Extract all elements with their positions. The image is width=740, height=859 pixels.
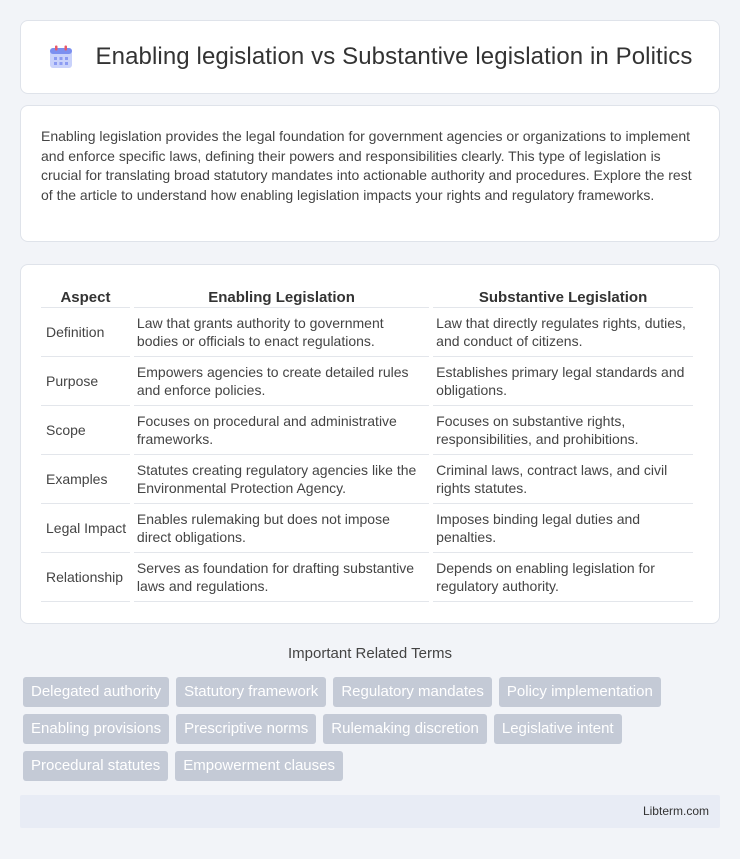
related-terms-title: Important Related Terms (288, 645, 452, 662)
aspect-cell: Purpose (41, 357, 130, 406)
enabling-cell: Enables rulemaking but does not impose direct obligations. (134, 504, 429, 553)
table-row (41, 553, 693, 602)
column-header-substantive: Substantive Legislation (433, 285, 693, 308)
intro-card (20, 105, 720, 242)
tag-row (23, 714, 723, 744)
footer-site-link[interactable]: Libterm.com (642, 804, 709, 818)
table-row (41, 308, 693, 357)
related-term-tag[interactable]: Prescriptive norms (176, 714, 316, 744)
substantive-cell: Imposes binding legal duties and penalties. (433, 504, 693, 553)
column-header-enabling: Enabling Legislation (134, 285, 429, 308)
comparison-table (37, 285, 697, 602)
related-term-tag[interactable]: Empowerment clauses (175, 751, 343, 781)
related-term-tag[interactable]: Delegated authority (23, 677, 169, 707)
aspect-cell: Relationship (41, 553, 130, 602)
table-row (41, 504, 693, 553)
related-term-tag[interactable]: Rulemaking discretion (323, 714, 487, 744)
related-term-tag[interactable]: Statutory framework (176, 677, 326, 707)
calendar-icon (48, 44, 74, 70)
aspect-cell: Legal Impact (41, 504, 130, 553)
column-header-aspect: Aspect (41, 285, 130, 308)
aspect-cell: Scope (41, 406, 130, 455)
header-card (20, 20, 720, 94)
substantive-cell: Depends on enabling legislation for regulatory authority. (433, 553, 693, 602)
substantive-cell: Criminal laws, contract laws, and civil rights statutes. (433, 455, 693, 504)
comparison-table-card (20, 264, 720, 624)
footer (20, 795, 720, 828)
enabling-cell: Statutes creating regulatory agencies like the Environmental Protection Agency. (134, 455, 429, 504)
enabling-cell: Law that grants authority to government bodies or officials to enact regulations. (134, 308, 429, 357)
related-terms-list (23, 677, 723, 788)
related-term-tag[interactable]: Policy implementation (499, 677, 661, 707)
substantive-cell: Focuses on substantive rights, responsibilities, and prohibitions. (433, 406, 693, 455)
related-term-tag[interactable]: Enabling provisions (23, 714, 169, 744)
intro-paragraph: Enabling legislation provides the legal foundation for government agencies or organizations to implement and enforce specific laws, defining their powers and responsibilities clearly. This type of legislation is crucial for translating broad statutory mandates into actionable authority and procedures. Explore the rest of the article to understand how enabling legislation impacts your rights and regulatory frameworks. (41, 128, 692, 203)
aspect-cell: Definition (41, 308, 130, 357)
related-term-tag[interactable]: Procedural statutes (23, 751, 168, 781)
table-row (41, 357, 693, 406)
table-row (41, 406, 693, 455)
aspect-cell: Examples (41, 455, 130, 504)
enabling-cell: Empowers agencies to create detailed rules and enforce policies. (134, 357, 429, 406)
substantive-cell: Law that directly regulates rights, duties, and conduct of citizens. (433, 308, 693, 357)
related-term-tag[interactable]: Legislative intent (494, 714, 622, 744)
tag-row (23, 751, 723, 781)
table-row (41, 455, 693, 504)
enabling-cell: Focuses on procedural and administrative frameworks. (134, 406, 429, 455)
tag-row (23, 677, 723, 707)
page-title: Enabling legislation vs Substantive legislation in Politics (95, 43, 693, 70)
related-term-tag[interactable]: Regulatory mandates (333, 677, 492, 707)
table-header-row (41, 285, 693, 308)
substantive-cell: Establishes primary legal standards and obligations. (433, 357, 693, 406)
enabling-cell: Serves as foundation for drafting substantive laws and regulations. (134, 553, 429, 602)
